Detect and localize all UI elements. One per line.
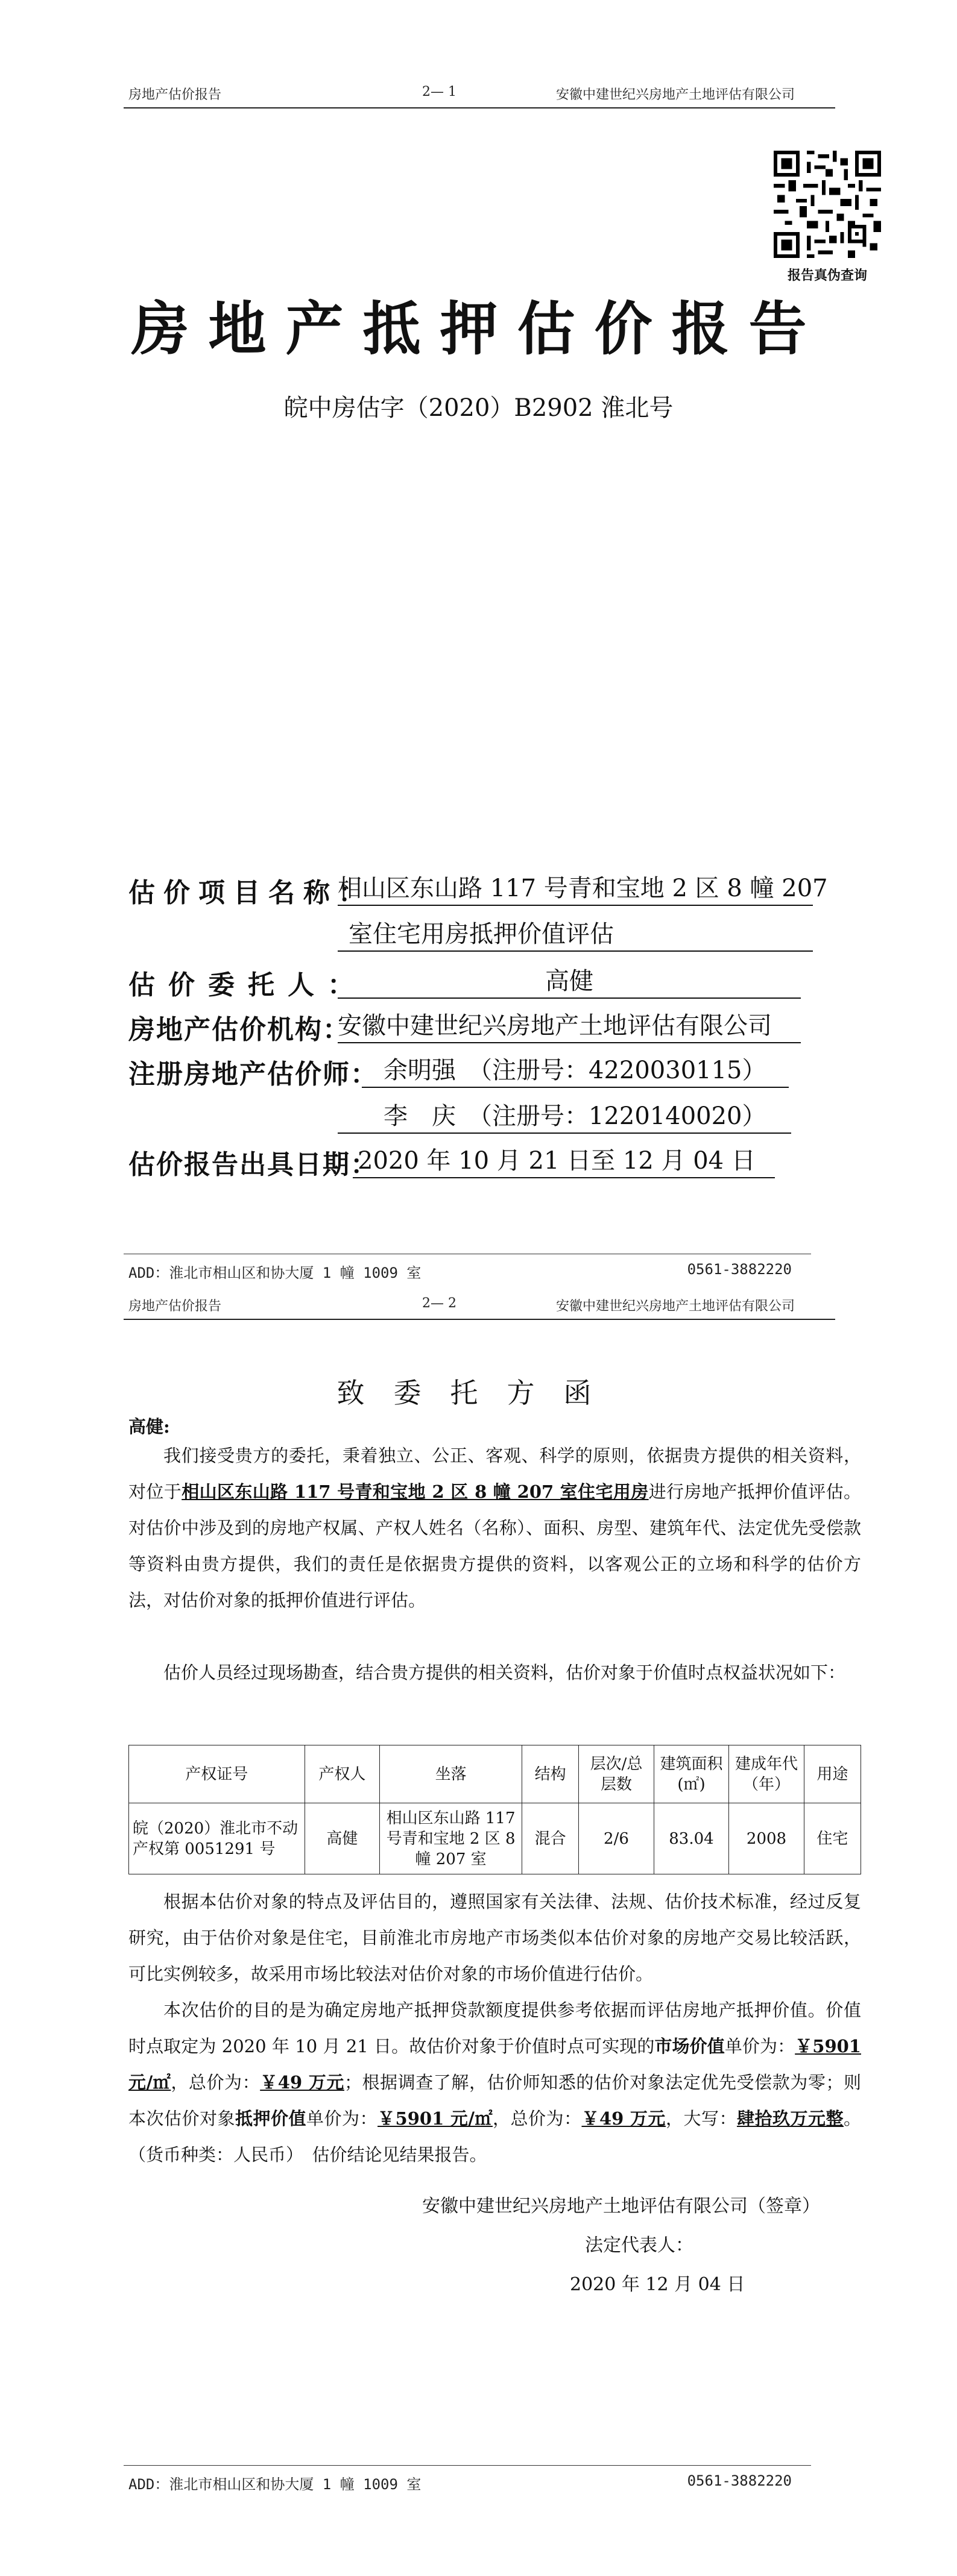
paragraph-4: 本次估价的目的是为确定房地产抵押贷款额度提供参考依据而评估房地产抵押价值。价值时点取定为 2020 年 10 月 21 日。故估价对象于价值时点可实现的市场价值单价为：￥5901 元/㎡，总价为：￥49 万元；根据调查了解，估价师知悉的估价对象法定优先受偿款为零；则本次估价对象抵押价值单价为：￥5901 元/㎡，总价为：￥49 万元，大写：肆拾玖万元整。（货币种类：人民币） 估价结论见结果报告。: [128, 2000, 861, 2165]
page1-footer-address: ADD：淮北市相山区和协大厦 1 幢 1009 室: [128, 1264, 422, 1281]
table-header: 建筑面积(㎡): [654, 1745, 729, 1803]
table-header: 产权人: [305, 1745, 380, 1803]
table-header: 用途: [804, 1745, 861, 1803]
table-cell: 83.04: [654, 1803, 729, 1874]
mortgage-total-price: ￥49 万元: [581, 2108, 666, 2129]
page1-header-right: 安徽中建世纪兴房地产土地评估有限公司: [556, 87, 795, 102]
table-cell: 2/6: [579, 1803, 654, 1874]
date-label: 估价报告出具日期：: [128, 1149, 378, 1180]
mortgage-unit-price: ￥5901 元/㎡: [377, 2108, 493, 2129]
table-cell: 2008: [729, 1803, 804, 1874]
signature-representative: 法定代表人：: [585, 2235, 693, 2256]
qr-code-icon[interactable]: [774, 151, 881, 258]
page2-header-right: 安徽中建世纪兴房地产土地评估有限公司: [556, 1299, 795, 1314]
table-cell: 高健: [305, 1803, 380, 1874]
amount-in-words: 肆拾玖万元整: [736, 2108, 844, 2129]
signature-company: 安徽中建世纪兴房地产土地评估有限公司（签章）: [422, 2196, 820, 2217]
org-name: 安徽中建世纪兴房地产土地评估有限公司: [338, 1007, 801, 1043]
appraiser-2: 李 庆 （注册号：1220140020）: [338, 1097, 791, 1134]
table-cell: 混合: [522, 1803, 579, 1874]
table-header: 建成年代（年）: [729, 1745, 804, 1803]
page2-header-rule: [124, 1319, 835, 1320]
salutation: 高健:: [128, 1416, 170, 1437]
appraiser-1: 余明强 （注册号：4220030115）: [362, 1051, 789, 1088]
page2-header-page: 2— 2: [422, 1296, 456, 1311]
market-unit-price: ￥5901 元/㎡: [128, 2036, 861, 2093]
org-label: 房地产估价机构：: [128, 1014, 350, 1045]
paragraph-1: 我们接受贵方的委托，秉着独立、公正、客观、科学的原则，依据贵方提供的相关资料，对位于相山区东山路 117 号青和宝地 2 区 8 幢 207 室住宅用房进行房地产抵押价值评估。对估价中涉及到的房地产权属、产权人姓名（名称）、面积、房型、建筑年代、法定优先受偿款等资料由贵方提供，我们的责任是依据贵方提供的资料，以客观公正的立场和科学的估价方法，对估价对象的抵押价值进行评估。: [128, 1445, 861, 1610]
table-header: 结构: [522, 1745, 579, 1803]
page1-header-left: 房地产估价报告: [128, 87, 222, 102]
qr-caption: 报告真伪查询: [787, 268, 867, 283]
project-name-line2: 室住宅用房抵押价值评估: [338, 915, 813, 952]
table-header: 坐落: [380, 1745, 522, 1803]
page2-footer-phone: 0561-3882220: [687, 2472, 792, 2489]
report-date: 2020 年 10 月 21 日至 12 月 04 日: [353, 1142, 775, 1178]
property-address: 相山区东山路 117 号青和宝地 2 区 8 幢 207 室住宅用房: [182, 1481, 649, 1502]
table-header: 层次/总层数: [579, 1745, 654, 1803]
paragraph-2: 估价人员经过现场勘查，结合贵方提供的相关资料，估价对象于价值时点权益状况如下：: [163, 1662, 846, 1683]
project-name-line1: 相山区东山路 117 号青和宝地 2 区 8 幢 207: [338, 869, 813, 906]
market-total-price: ￥49 万元: [260, 2072, 344, 2093]
report-title: 房地产抵押估价报告: [131, 295, 826, 363]
property-table: [128, 1745, 861, 1874]
table-cell: 皖（2020）淮北市不动产权第 0051291 号: [129, 1803, 305, 1874]
page1-header-rule: [124, 107, 835, 108]
client-name: 高健: [338, 962, 801, 999]
page2-header-left: 房地产估价报告: [128, 1299, 222, 1314]
table-cell: 住宅: [804, 1803, 861, 1874]
letter-title: 致委托方函: [336, 1377, 621, 1409]
paragraph-3: 根据本估价对象的特点及评估目的，遵照国家有关法律、法规、估价技术标准，经过反复研究，由于估价对象是住宅，目前淮北市房地产市场类似本估价对象的房地产交易比较活跃，可比实例较多，故采用市场比较法对估价对象的市场价值进行估价。: [128, 1891, 861, 1984]
market-value-label: 市场价值: [654, 2036, 725, 2056]
signature-date: 2020 年 12 月 04 日: [570, 2274, 745, 2295]
table-cell: 相山区东山路 117 号青和宝地 2 区 8 幢 207 室: [380, 1803, 522, 1874]
report-ref-no: 皖中房估字（2020）B2902 淮北号: [283, 394, 674, 422]
table-header-row: [129, 1745, 861, 1803]
page2-footer-rule: [124, 2465, 811, 2466]
client-label: 估价委托人：: [128, 970, 367, 1001]
page1-header-page: 2— 1: [422, 84, 456, 99]
page2-footer-address: ADD：淮北市相山区和协大厦 1 幢 1009 室: [128, 2476, 422, 2493]
mortgage-value-label: 抵押价值: [235, 2108, 307, 2129]
project-name-label: 估价项目名称：: [128, 878, 373, 908]
table-row: [129, 1803, 861, 1874]
page1-footer-phone: 0561-3882220: [687, 1261, 792, 1278]
appraiser-label: 注册房地产估价师：: [128, 1059, 378, 1090]
table-header: 产权证号: [129, 1745, 305, 1803]
